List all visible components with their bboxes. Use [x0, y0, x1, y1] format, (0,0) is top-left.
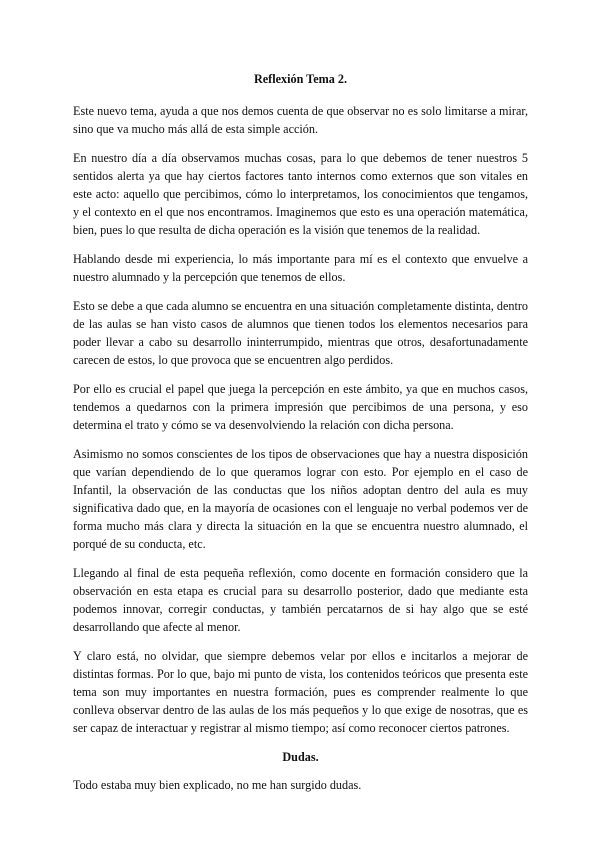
paragraph-7: Llegando al final de esta pequeña reflexión, como docente en formación considero que la observación en esta etapa es crucial para su desarrollo posterior, dado que mediante esta podemos innovar, corregir conductas, y también percatarnos de si hay algo que se esté desarrollando que afecte al menor.	[73, 566, 528, 634]
document-page	[73, 70, 528, 805]
paragraph-5: Por ello es crucial el papel que juega la percepción en este ámbito, ya que en muchos casos, tendemos a quedarnos con la primera impresión que percibimos de una persona, y eso determina el trato y cómo se va desenvolviendo la relación con dicha persona.	[73, 382, 528, 432]
paragraph-2: En nuestro día a día observamos muchas cosas, para lo que debemos de tener nuestros 5 sentidos alerta ya que hay ciertos factores tanto internos como externos que son vitales en este acto: aquello que percibimos, cómo lo interpretamos, los conocimientos que tengamos, y el contexto en el que nos encontramos. Imaginemos que esto es una operación matemática, bien, pues lo que resulta de dicha operación es la visión que tenemos de la realidad.	[73, 151, 528, 237]
doubts-title: Dudas.	[282, 750, 319, 764]
paragraph-6: Asimismo no somos conscientes de los tipos de observaciones que hay a nuestra disposición que varían dependiendo de lo que queramos lograr con esto. Por ejemplo en el caso de Infantil, la observación de las conductas que los niños adoptan dentro del aula es muy significativa dado que, en la mayoría de ocasiones con el lenguaje no verbal podemos ver de forma mucho más clara y directa la situación en la que se encuentra nuestro alumnado, el porqué de su conducta, etc.	[73, 447, 528, 551]
paragraph-4: Esto se debe a que cada alumno se encuentra en una situación completamente distinta, dentro de las aulas se han visto casos de alumnos que tienen todos los elementos necesarios para poder llevar a cabo su desarrollo ininterrumpido, mientras que otros, desafortunadamente carecen de estos, lo que provoca que se encuentren algo perdidos.	[73, 299, 528, 367]
document-title: Reflexión Tema 2.	[253, 72, 348, 86]
paragraph-3: Hablando desde mi experiencia, lo más importante para mí es el contexto que envuelve a nuestro alumnado y la percepción que tenemos de ellos.	[73, 252, 528, 284]
paragraph-8: Y claro está, no olvidar, que siempre debemos velar por ellos e incitarlos a mejorar de distintas formas. Por lo que, bajo mi punto de vista, los contenidos teóricos que presenta este tema son muy importantes en nuestra formación, pues es comprender realmente lo que conlleva observar dentro de las aulas de los más pequeños y lo que exige de nosotras, que es ser capaz de interactuar y registrar al mismo tiempo; así como reconocer ciertos patrones.	[73, 649, 528, 735]
paragraph-1: Este nuevo tema, ayuda a que nos demos cuenta de que observar no es solo limitarse a mirar, sino que va mucho más allá de esta simple acción.	[73, 104, 528, 136]
doubts-text: Todo estaba muy bien explicado, no me han surgido dudas.	[73, 778, 362, 792]
